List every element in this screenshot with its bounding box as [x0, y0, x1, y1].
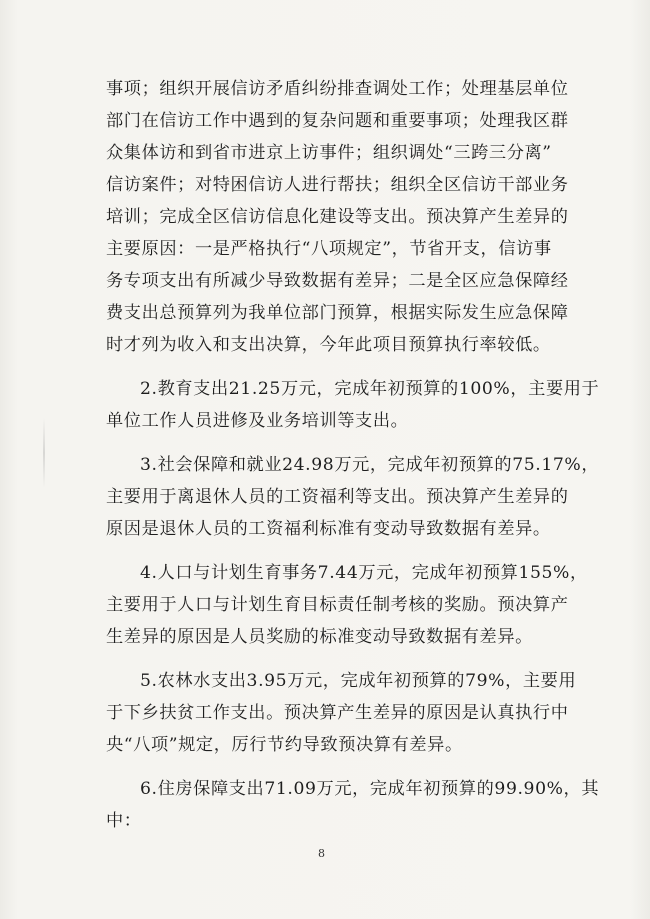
text-line-7: 务专项支出有所减少导致数据有差异；二是全区应急保障经: [106, 271, 569, 291]
text-line-8: 费支出总预算列为我单位部门预算，根据实际发生应急保障: [106, 303, 569, 323]
text-line-2: 部门在信访工作中遇到的复杂问题和重要事项；处理我区群: [106, 111, 569, 131]
text-line-6: 主要原因：一是严格执行“八项规定”，节省开支，信访事: [106, 239, 552, 259]
text-line-16: 主要用于人口与计划生育目标责任制考核的奖励。预决算产: [106, 595, 569, 615]
text-line-9: 时才列为收入和支出决算，今年此项目预算执行率较低。: [106, 335, 551, 355]
text-line-20: 央“八项”规定，厉行节约导致预决算有差异。: [106, 735, 463, 755]
paragraph-housing: 6.住房保障支出71.09万元，完成年初预算的99.90%，其: [140, 779, 600, 799]
text-line-13: 主要用于离退休人员的工资福利等支出。预决算产生差异的: [106, 487, 569, 507]
text-line-14: 原因是退休人员的工资福利标准有变动导致数据有差异。: [106, 519, 551, 539]
paragraph-agriculture: 5.农林水支出3.95万元，完成年初预算的79%，主要用: [140, 671, 577, 691]
text-line-3: 众集体访和到省市进京上访事件；组织调处“三跨三分离”: [106, 143, 552, 163]
paragraph-population-planning: 4.人口与计划生育事务7.44万元，完成年初预算155%，: [140, 563, 588, 583]
paragraph-education: 2.教育支出21.25万元，完成年初预算的100%，主要用于: [140, 379, 600, 399]
scan-margin-mark: [43, 418, 45, 488]
text-line-4: 信访案件；对特困信访人进行帮扶；组织全区信访干部业务: [106, 175, 569, 195]
text-line-5: 培训；完成全区信访信息化建设等支出。预决算产生差异的: [106, 207, 569, 227]
text-line-22: 中：: [106, 811, 142, 831]
text-line-1: 事项；组织开展信访矛盾纠纷排查调处工作；处理基层单位: [106, 79, 569, 99]
text-line-17: 生差异的原因是人员奖励的标准变动导致数据有差异。: [106, 627, 533, 647]
text-line-19: 于下乡扶贫工作支出。预决算产生差异的原因是认真执行中: [106, 703, 569, 723]
page-number: 8: [318, 847, 325, 860]
text-line-11: 单位工作人员进修及业务培训等支出。: [106, 411, 409, 431]
paragraph-social-security: 3.社会保障和就业24.98万元，完成年初预算的75.17%，: [140, 455, 600, 475]
